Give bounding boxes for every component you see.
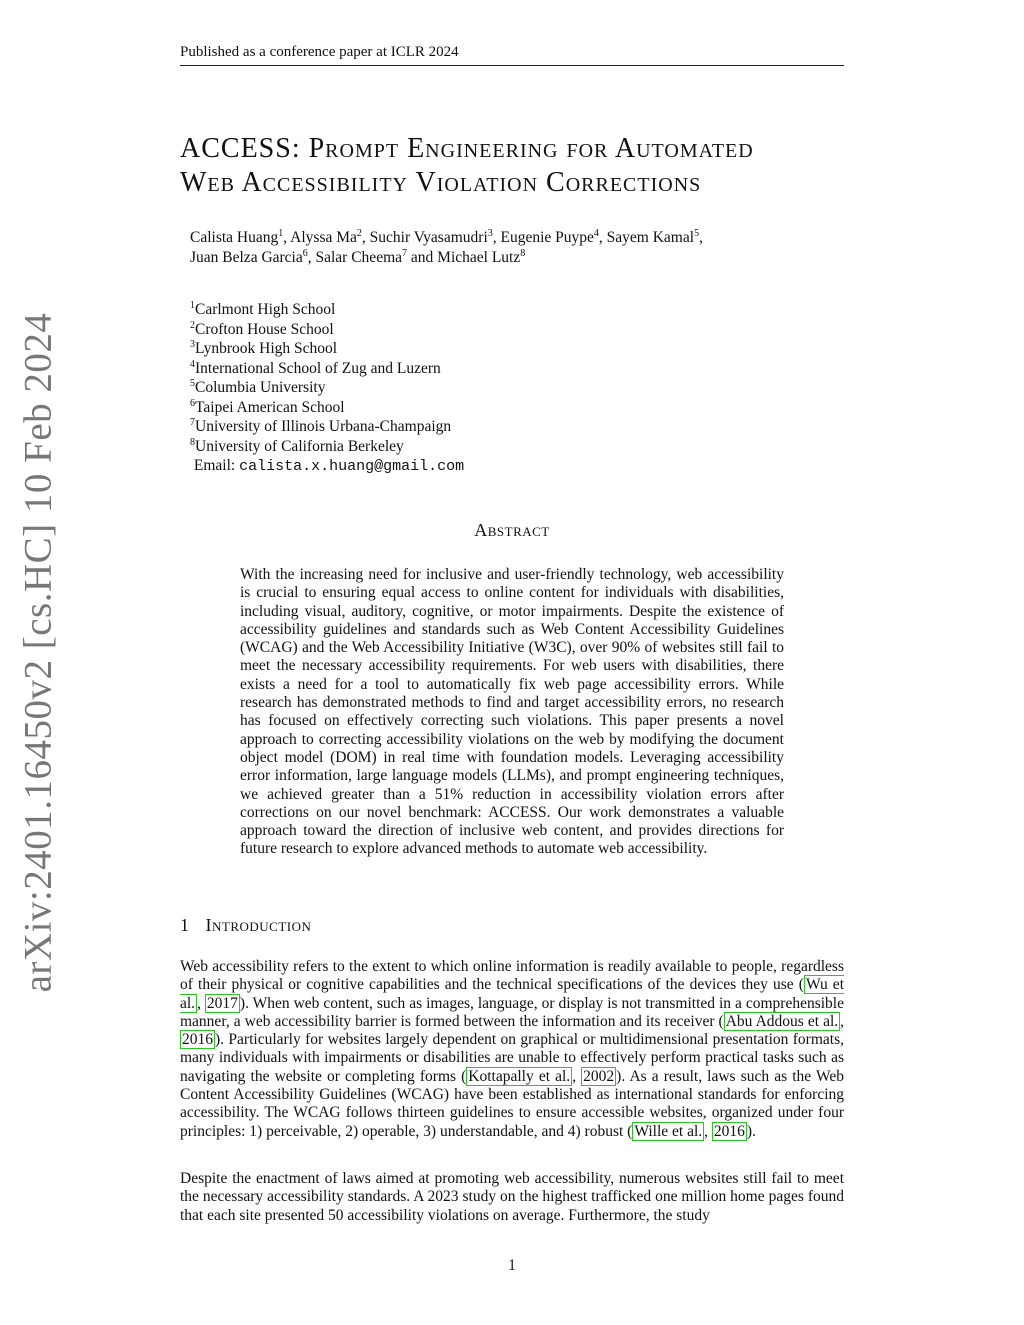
author: Michael Lutz$^8$ xyxy=(437,247,526,266)
author: Calista Huang$^1$ xyxy=(190,227,284,246)
affiliation: $^2$Crofton House School xyxy=(190,319,334,338)
affiliation: $^7$University of Illinois Urbana-Champaign xyxy=(190,416,452,435)
author: Salar Cheema$^7$ xyxy=(315,247,408,266)
email-line: Email: calista.x.huang@gmail.com xyxy=(193,457,465,475)
citation-link[interactable]: Wille et al. xyxy=(634,1122,703,1140)
title-line-1: ACCESS: Prompt Engineering for Automated xyxy=(180,133,754,164)
citation-link[interactable]: Wu et al. xyxy=(180,976,844,1012)
citation-link[interactable]: Kottapally et al. xyxy=(468,1067,571,1085)
paper-title xyxy=(180,132,860,200)
citation-link[interactable]: 2017 xyxy=(206,994,238,1012)
author: Alyssa Ma$^2$ xyxy=(290,227,362,246)
affiliation: $^4$International School of Zug and Luzern xyxy=(190,358,441,377)
page-number: 1 xyxy=(508,1257,516,1274)
citation-link[interactable]: 2016 xyxy=(713,1122,745,1140)
author-list: Calista Huang$^1$, Alyssa Ma$^2$, Suchir Vyasamudri$^3$, Eugenie Puype$^4$, Sayem Kamal$^5$, Juan Belza Garcia$^6$, Salar Cheema$^7$ and Michael Lutz$^8$ xyxy=(190,227,703,266)
citation-link[interactable]: 2002 xyxy=(583,1067,615,1085)
section-heading xyxy=(180,915,311,936)
affiliation-list xyxy=(190,300,790,477)
author: Eugenie Puype$^4$ xyxy=(500,227,599,246)
running-header: Published as a conference paper at ICLR 2024 xyxy=(180,44,844,66)
affiliation: $^1$Carlmont High School xyxy=(190,299,336,318)
affiliation: $^6$Taipei American School xyxy=(190,397,345,416)
intro-paragraph-2: Despite the enactment of laws aimed at promoting web accessibility, numerous websites still fail to meet the necessary accessibility standards. A 2023 study on the highest trafficked one million home pages found that each site presented 50 accessibility violations on average. Furthermore, the study xyxy=(180,1170,844,1224)
arxiv-stamp: arXiv:2401.16450v2 [cs.HC] 10 Feb 2024 xyxy=(16,312,60,993)
affiliation: $^5$Columbia University xyxy=(190,377,326,396)
email-link[interactable]: calista.x.huang@gmail.com xyxy=(239,458,465,475)
author: Suchir Vyasamudri$^3$ xyxy=(369,227,493,246)
author: Juan Belza Garcia$^6$ xyxy=(190,247,308,266)
citation-link[interactable]: Abu Addous et al. xyxy=(725,1012,839,1030)
section-number: 1 xyxy=(180,915,190,935)
citation-link[interactable]: 2016 xyxy=(182,1031,213,1049)
abstract-text: With the increasing need for inclusive and user-friendly technology, web accessibility is crucial to ensuring equal access to online content for individuals with disabilities, including visual, auditory, cognitive, or motor impairments. Despite the existence of accessibility guidelines and standards such as Web Content Accessibility Guidelines (WCAG) and the Web Accessibility Initiative (W3C), over 90% of websites still fail to meet the necessary accessibility requirements. For web users with disabilities, there exists a need for a tool to automatically fix web page accessibility errors. While research has demonstrated methods to find and target accessibility errors, no research has focused on effectively correcting such violations. This paper presents a novel approach to correcting accessibility violations on the web by modifying the document object model (DOM) in real time with foundation models. Leveraging accessibility error information, large language models (LLMs), and prompt engineering techniques, we achieved greater than a 51% reduction in accessibility violation errors after corrections on our novel benchmark: ACCESS. Our work demonstrates a valuable approach toward the direction of inclusive web content, and provides directions for future research to explore advanced methods to automate web accessibility. xyxy=(240,566,784,858)
affiliation: $^3$Lynbrook High School xyxy=(190,338,338,357)
abstract-heading: Abstract xyxy=(474,520,550,540)
intro-paragraph-1: Web accessibility refers to the extent to which online information is readily available to people, regardless of their physical or cognitive capabilities and the technical specifications of the devices they use ( Wu et al. , 2017 ). When web content, such as images, language, or display is not transmitted in a comprehensible manner, a web accessibility barrier is formed between the information and its receiver ( Abu Addous et al. , 2016 ). Particularly for websites largely dependent on graphical or multidimensional presentation formats, many individuals with impairments or disabilities are unable to effectively perform practical tasks such as navigating the website or completing forms ( Kottapally et al. , 2002 ). As a result, laws such as the Web Content Accessibility Guidelines (WCAG) have been established as international standards for enforcing accessibility. The WCAG follows thirteen guidelines to ensure accessible websites, organized under four principles: 1) perceivable, 2) operable, 3) understandable, and 4) robust ( Wille et al. , 2016 ). xyxy=(180,958,845,1140)
title-line-2: Web Accessibility Violation Corrections xyxy=(180,167,702,198)
affiliation: $^8$University of California Berkeley xyxy=(190,436,404,455)
author: Sayem Kamal$^5$ xyxy=(606,227,700,246)
section-title: Introduction xyxy=(205,915,312,935)
